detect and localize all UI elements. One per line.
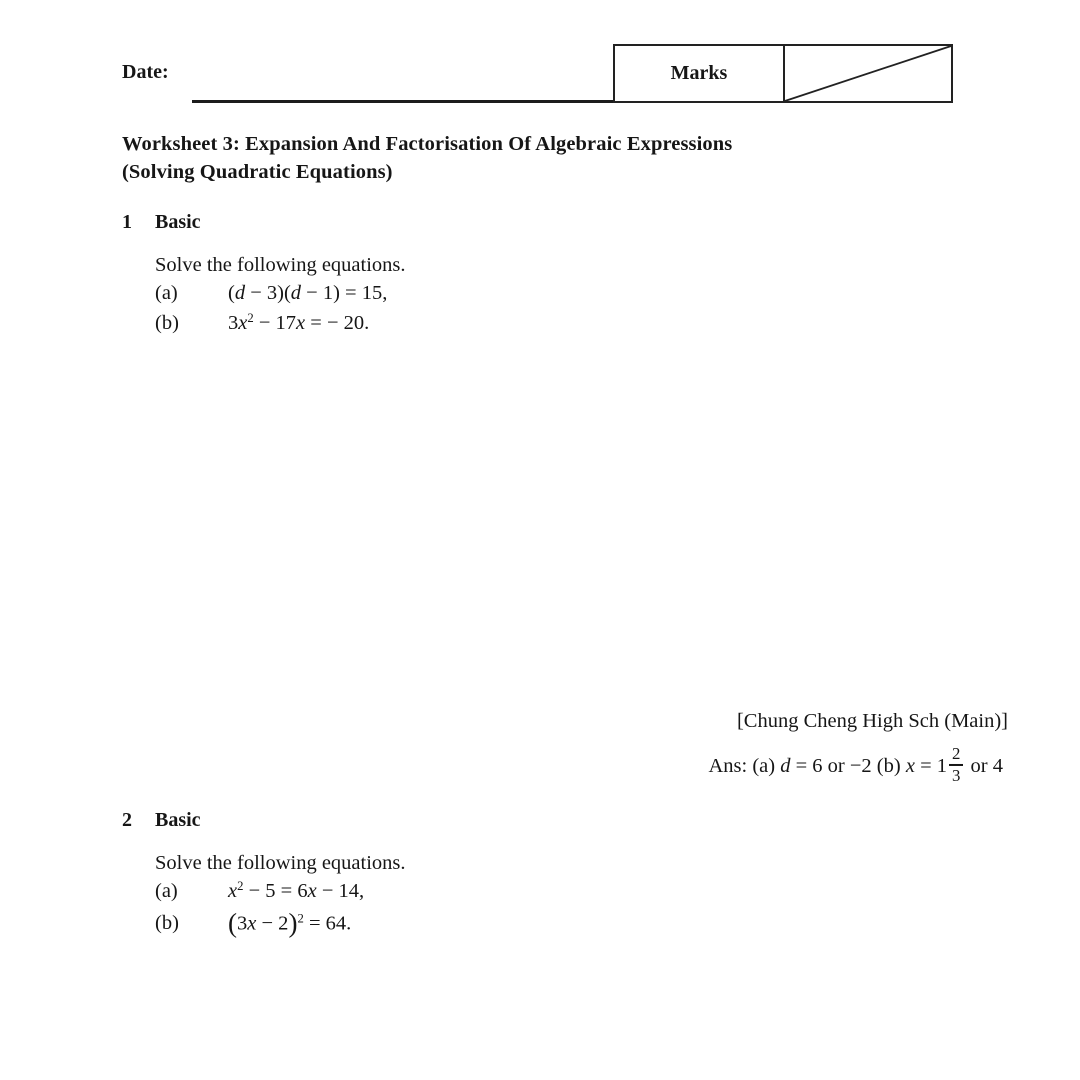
question-2-number: 2 [122, 809, 132, 831]
question-2 [122, 809, 406, 937]
question-1-part-b [155, 312, 406, 335]
question-1-number: 1 [122, 211, 132, 233]
part-a-equation: (d − 3)(d − 1) = 15, [228, 282, 388, 304]
question-2-level: Basic [155, 809, 201, 831]
part-b-label: (b) [155, 312, 179, 334]
question-1-instruction: Solve the following equations. [155, 254, 406, 276]
question-1 [122, 211, 406, 335]
part-a-label: (a) [155, 880, 178, 902]
question-1-part-a [155, 282, 406, 305]
marks-header-cell: Marks [615, 46, 785, 101]
part-b-equation: $(3x - 2)^2 = 64$. [228, 908, 352, 938]
part-b-equation: $3x^2 - 17x$ = − 20. [228, 311, 370, 334]
marks-score-cell [785, 46, 951, 101]
date-label: Date: [122, 61, 169, 83]
marks-table [613, 44, 953, 103]
title-line-1: Worksheet 3: Expansion And Factorisation Of Algebraic Expressions [122, 133, 733, 155]
answers-line: Ans: (a) d = 6 or −2 (b) x = 1 $\frac{2}{3}$ or 4 [708, 743, 1003, 786]
title-line-2: (Solving Quadratic Equations) [122, 160, 393, 183]
part-a-label: (a) [155, 282, 178, 304]
question-1-heading [122, 211, 406, 233]
part-b-label: (b) [155, 912, 179, 935]
question-2-heading [122, 809, 406, 831]
question-1-level: Basic [155, 211, 201, 233]
source-school: [Chung Cheng High Sch (Main)] [736, 710, 1008, 732]
question-2-part-b [155, 910, 406, 937]
date-blank-line [192, 100, 613, 103]
question-2-part-a [155, 880, 406, 903]
part-a-equation: $x^2 - 5 = 6x - 14$, [228, 879, 365, 902]
question-2-instruction: Solve the following equations. [155, 852, 406, 874]
diagonal-line-icon [785, 46, 951, 101]
worksheet-title [122, 131, 732, 186]
